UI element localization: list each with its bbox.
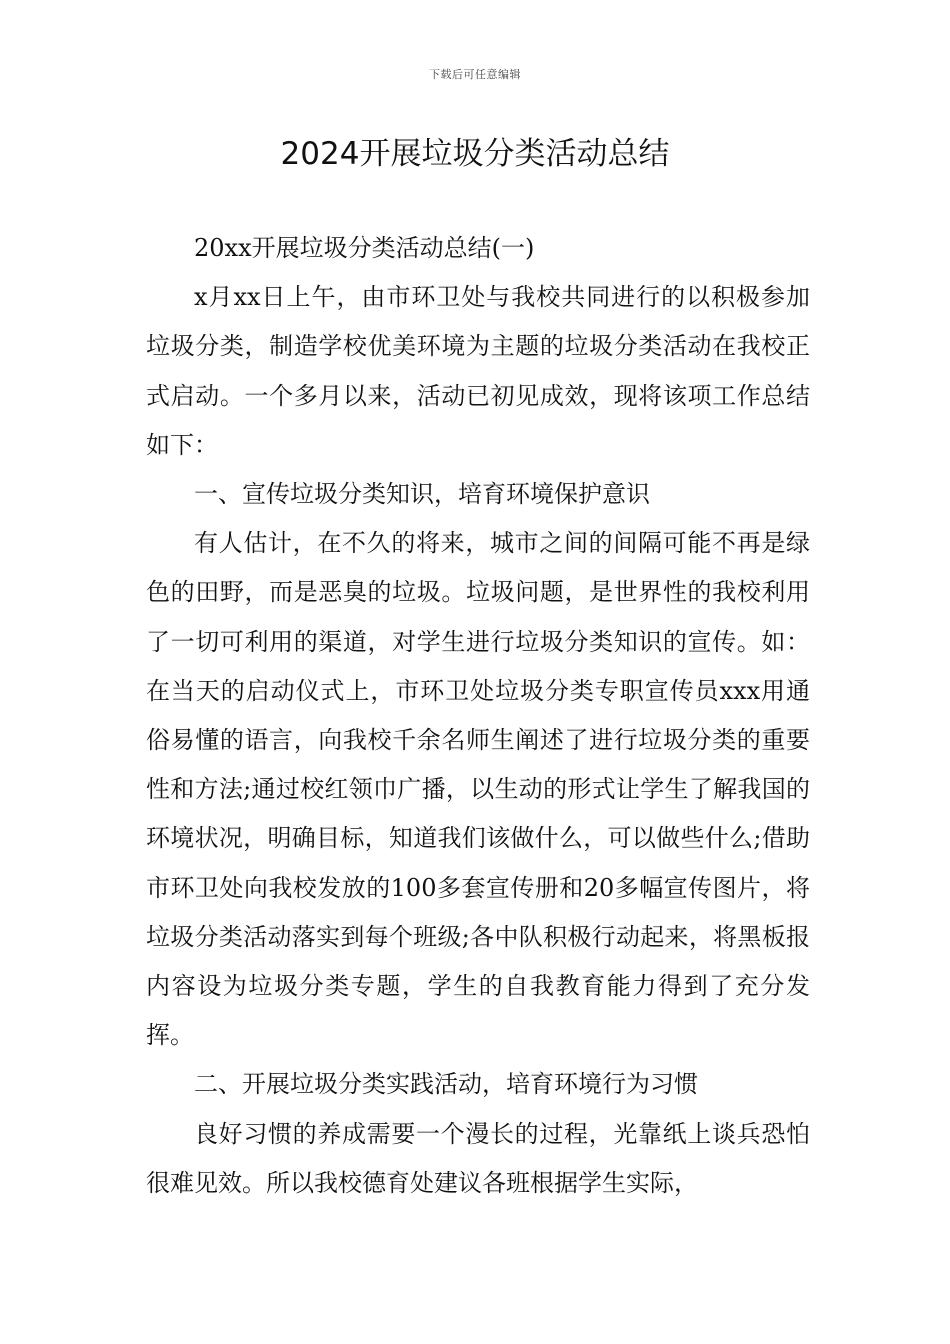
header-note: 下载后可任意编辑: [429, 68, 521, 81]
section-2-paragraph: 良好习惯的养成需要一个漫长的过程，光靠纸上谈兵恐怕很难见效。所以我校德育处建议各班根据学生实际，: [146, 1119, 810, 1197]
document-body: [146, 224, 810, 1208]
section-heading-2: 二、开展垃圾分类实践活动，培育环境行为习惯: [194, 1070, 698, 1099]
section-1-paragraph: 有人估计，在不久的将来，城市之间的间隔可能不再是绿色的田野，而是恶臭的垃圾。垃圾问题，是世界性的我校利用了一切可利用的渠道，对学生进行垃圾分类知识的宣传。如：在当天的启动仪式上，市环卫处垃圾分类专职宣传员xxx用通俗易懂的语言，向我校千余名师生阐述了进行垃圾分类的重要性和方法;通过校红领巾广播，以生动的形式让学生了解我国的环境状况，明确目标，知道我们该做什么，可以做些什么;借助市环卫处向我校发放的100多套宣传册和20多幅宣传图片，将垃圾分类活动落实到每个班级;各中队积极行动起来，将黑板报内容设为垃圾分类专题，学生的自我教育能力得到了充分发挥。: [146, 529, 810, 1050]
subtitle-paragraph: 20xx开展垃圾分类活动总结(一): [194, 234, 535, 262]
intro-paragraph: x月xx日上午，由市环卫处与我校共同进行的以积极参加垃圾分类，制造学校优美环境为主题的垃圾分类活动在我校正式启动。一个多月以来，活动已初见成效，现将该项工作总结如下：: [146, 283, 810, 459]
document-title: 2024开展垃圾分类活动总结: [280, 136, 670, 172]
section-heading-1: 一、宣传垃圾分类知识，培育环境保护意识: [194, 480, 650, 509]
